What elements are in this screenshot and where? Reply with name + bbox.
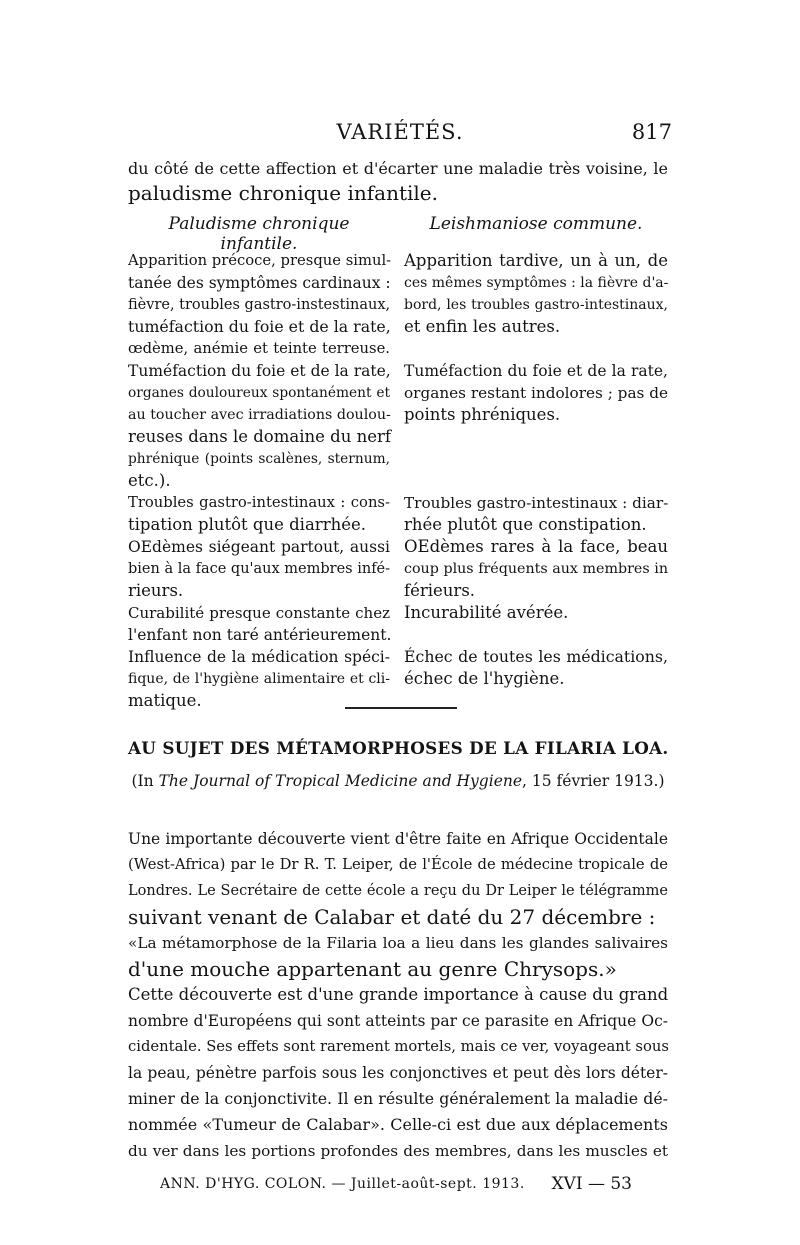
source-journal: The Journal of Tropical Medicine and Hygiene <box>158 772 523 790</box>
left-column-line: OEdèmes siégeant partout, aussi <box>128 538 390 556</box>
right-column-line: points phréniques. <box>404 405 561 424</box>
right-column-line: Troubles gastro-intestinaux : diar- <box>404 494 669 512</box>
article-source <box>128 772 668 790</box>
right-column-line: Échec de toutes les médications, <box>404 647 668 666</box>
body-line: nommée «Tumeur de Calabar». Celle-ci est due aux déplacements <box>128 1115 668 1134</box>
right-column-heading: Leishmaniose commune. <box>429 214 643 234</box>
right-column-line: coup plus fréquents aux membres in <box>404 561 668 577</box>
section-divider <box>345 707 457 709</box>
body-line: Londres. Le Secrétaire de cette école a reçu du Dr Leiper le télégramme <box>128 883 668 899</box>
left-column-line: rieurs. <box>128 581 184 600</box>
right-column-line: échec de l'hygiène. <box>404 669 565 688</box>
body-line: miner de la conjonctivite. Il en résulte généralement la maladie dé- <box>128 1089 668 1108</box>
left-column-line: Influence de la médication spéci- <box>128 648 390 666</box>
left-column-line: organes douloureux spontanément et <box>128 385 390 401</box>
body-line: la peau, pénètre parfois sous les conjonctives et peut dès lors déter- <box>128 1064 668 1082</box>
article-title: AU SUJET DES MÉTAMORPHOSES DE LA FILARIA LOA. <box>128 738 669 758</box>
left-column-heading: Paludisme chronique infantile. <box>168 214 350 254</box>
right-column-line: Tuméfaction du foie et de la rate, <box>404 362 668 380</box>
right-column-line: OEdèmes rares à la face, beau <box>404 537 668 556</box>
body-line: du ver dans les portions profondes des membres, dans les muscles et <box>128 1142 668 1160</box>
body-line: Une importante découverte vient d'être faite en Afrique Occidentale <box>128 830 668 848</box>
footer-signature: XVI — 53 <box>551 1174 632 1194</box>
left-column-line: fique, de l'hygiène alimentaire et cli- <box>128 671 390 687</box>
body-line: d'une mouche appartenant au genre Chrysops.» <box>128 957 617 981</box>
right-column-line: organes restant indolores ; pas de <box>404 384 668 402</box>
body-line: cidentale. Ses effets sont rarement mortels, mais ce ver, voyageant sous <box>128 1038 669 1055</box>
right-column-line: férieurs. <box>404 581 476 600</box>
footer-journal: ANN. D'HYG. COLON. — Juillet-août-sept. 1913. <box>160 1176 525 1192</box>
left-column-line: bien à la face qu'aux membres infé- <box>128 561 391 577</box>
left-column-line: Troubles gastro-intestinaux : cons- <box>128 494 390 511</box>
left-column-line: matique. <box>128 691 202 710</box>
left-column-line: fièvre, troubles gastro-instestinaux, <box>128 297 391 313</box>
left-column-line: tipation plutôt que diarrhée. <box>128 515 366 534</box>
right-column-line: ces mêmes symptômes : la fièvre d'a- <box>404 275 669 291</box>
left-column-line: l'enfant non taré antérieurement. <box>128 626 392 644</box>
body-line: Cette découverte est d'une grande importance à cause du grand <box>128 985 669 1004</box>
right-column-line: et enfin les autres. <box>404 317 561 336</box>
body-line: (West-Africa) par le Dr R. T. Leiper, de l'École de médecine tropicale de <box>128 856 668 873</box>
left-column-line: Tuméfaction du foie et de la rate, <box>128 362 391 380</box>
intro-line: du côté de cette affection et d'écarter une maladie très voisine, le <box>128 159 668 178</box>
left-column-line: Curabilité presque constante chez <box>128 604 390 622</box>
intro-line: paludisme chronique infantile. <box>128 181 438 205</box>
source-close: , 15 février 1913.) <box>522 772 665 790</box>
left-column-line: Apparition précoce, presque simul- <box>128 252 392 269</box>
left-column-line: phrénique (points scalènes, sternum, <box>128 451 390 467</box>
body-line: nombre d'Européens qui sont atteints par ce parasite en Afrique Oc- <box>128 1012 668 1030</box>
left-column-line: etc.). <box>128 471 171 490</box>
body-line: suivant venant de Calabar et daté du 27 décembre : <box>128 905 656 929</box>
right-column-line: Incurabilité avérée. <box>404 603 569 622</box>
running-header-title: VARIÉTÉS. <box>336 120 464 144</box>
left-column-line: tuméfaction du foie et de la rate, <box>128 317 391 336</box>
right-column-line: bord, les troubles gastro-intestinaux, <box>404 297 668 313</box>
source-open: (In <box>131 772 159 790</box>
left-column-line: au toucher avec irradiations doulou- <box>128 407 391 423</box>
left-column-line: reuses dans le domaine du nerf <box>128 427 391 446</box>
left-column-line: œdème, anémie et teinte terreuse. <box>128 340 390 357</box>
left-column-line: tanée des symptômes cardinaux : <box>128 274 391 292</box>
right-column-line: Apparition tardive, un à un, de <box>404 251 668 270</box>
page-number: 817 <box>631 120 672 144</box>
body-line: «La métamorphose de la Filaria loa a lieu dans les glandes salivaires <box>128 934 668 952</box>
right-column-line: rhée plutôt que constipation. <box>404 515 647 534</box>
